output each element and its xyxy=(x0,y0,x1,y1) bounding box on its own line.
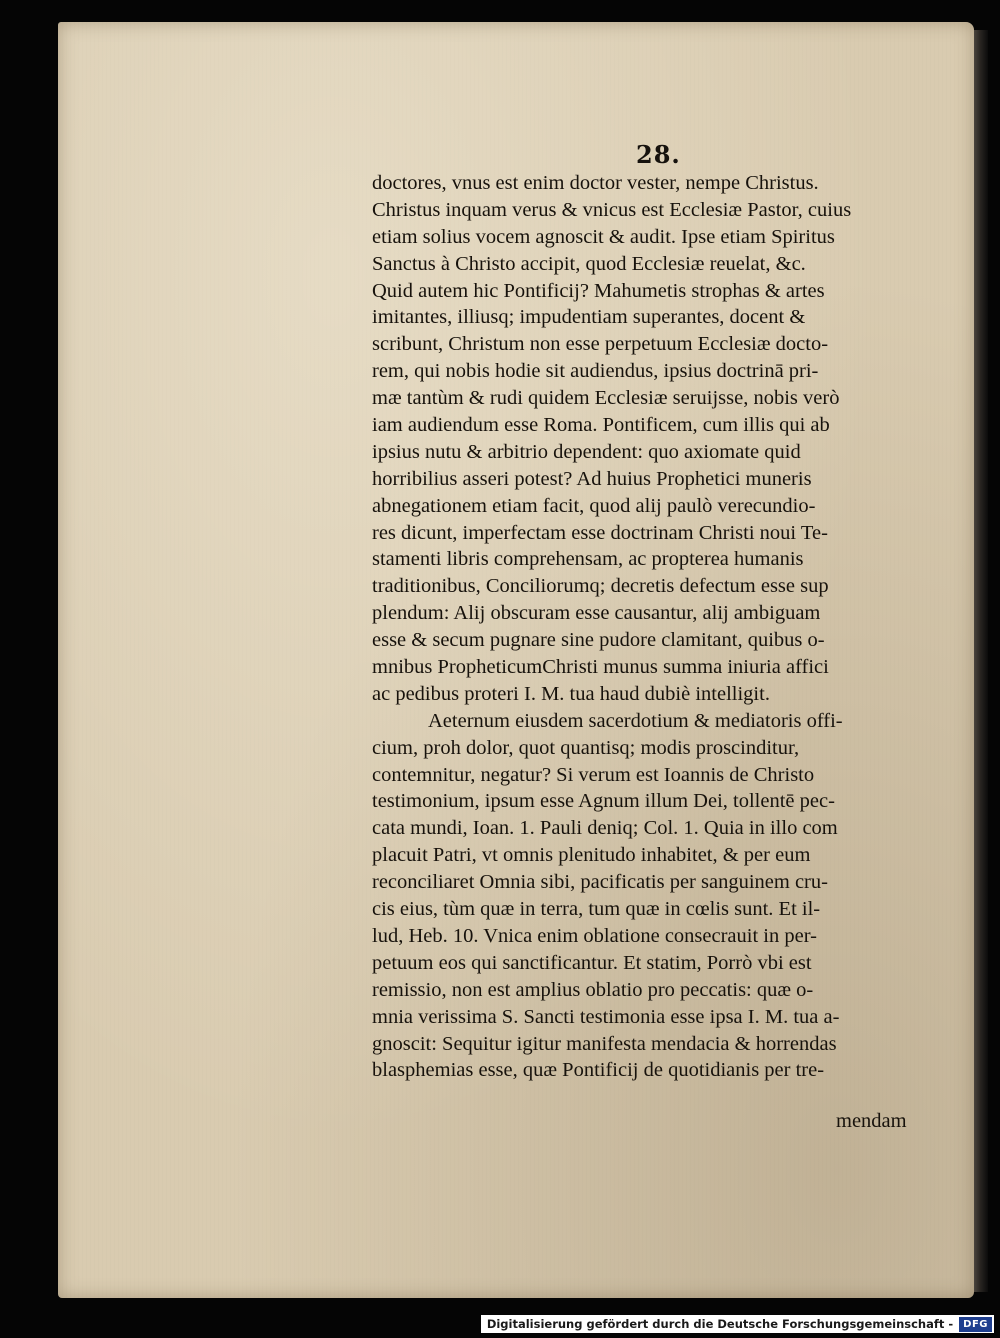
text-line: cium, proh dolor, quot quantisq; modis proscinditur, xyxy=(372,736,800,759)
text-line: horribilius asseri potest? Ad huius Prophetici muneris xyxy=(372,467,812,490)
text-line: ipsius nutu & arbitrio dependent: quo axiomate quid xyxy=(372,440,801,463)
text-line: traditionibus, Conciliorumq; decretis defectum esse sup xyxy=(372,575,829,598)
text-line: res dicunt, imperfectam esse doctrinam Christi noui Te- xyxy=(372,521,828,544)
page-number: 28. xyxy=(636,140,681,169)
text-line: Christus inquam verus & vnicus est Ecclesiæ Pastor, cuius xyxy=(372,198,852,221)
catchword: mendam xyxy=(836,1110,907,1132)
credit-text: Digitalisierung gefördert durch die Deutsche Forschungsgemeinschaft - xyxy=(486,1317,954,1331)
text-line: etiam solius vocem agnoscit & audit. Ipse etiam Spiritus xyxy=(372,225,835,248)
text-line: rem, qui nobis hodie sit audiendus, ipsius doctrinā pri- xyxy=(372,360,819,383)
text-line: doctores, vnus est enim doctor vester, nempe Christus. xyxy=(372,172,819,194)
text-line: mnibus PropheticumChristi munus summa iniuria affici xyxy=(372,656,829,679)
text-line: lud, Heb. 10. Vnica enim oblatione consecrauit in per- xyxy=(372,924,817,947)
text-line: esse & secum pugnare sine pudore clamitant, quibus o- xyxy=(372,629,825,652)
text-line: mæ tantùm & rudi quidem Ecclesiæ seruijsse, nobis verò xyxy=(372,387,840,410)
text-line: Quid autem hic Pontificij? Mahumetis strophas & artes xyxy=(372,279,825,302)
text-line: imitantes, illiusq; impudentiam superantes, docent & xyxy=(372,306,806,329)
digitization-credit xyxy=(481,1315,994,1333)
text-line: ac pedibus proteri I. M. tua haud dubiè intelligit. xyxy=(372,682,770,705)
text-line: gnoscit: Sequitur igitur manifesta mendacia & horrendas xyxy=(372,1032,837,1055)
text-line: abnegationem etiam facit, quod alij paulò verecundio- xyxy=(372,494,816,517)
text-line: Sanctus à Christo accipit, quod Ecclesiæ reuelat, &c. xyxy=(372,252,806,275)
text-line: stamenti libris comprehensam, ac propterea humanis xyxy=(372,548,804,571)
text-line: petuum eos qui sanctificantur. Et statim, Porrò vbi est xyxy=(372,951,812,974)
text-line: contemnitur, negatur? Si verum est Ioannis de Christo xyxy=(372,763,815,786)
text-line: plendum: Alij obscuram esse causantur, alij ambiguam xyxy=(372,602,821,625)
text-line: remissio, non est amplius oblatio pro peccatis: quæ o- xyxy=(372,978,814,1001)
text-line: iam audiendum esse Roma. Pontificem, cum illis qui ab xyxy=(372,414,830,437)
paragraph-start-line: Aeternum eiusdem sacerdotium & mediatoris offi- xyxy=(428,709,843,732)
text-line: cata mundi, Ioan. 1. Pauli deniq; Col. 1. Quia in illo com xyxy=(372,817,838,840)
dfg-logo: DFG xyxy=(959,1317,992,1332)
text-line: reconciliaret Omnia sibi, pacificatis per sanguinem cru- xyxy=(372,871,828,894)
text-line: mnia verissima S. Sancti testimonia esse ipsa I. M. tua a- xyxy=(372,1005,840,1028)
text-line: scribunt, Christum non esse perpetuum Ecclesiæ docto- xyxy=(372,333,829,356)
text-line: testimonium, ipsum esse Agnum illum Dei, tollentē pec- xyxy=(372,790,835,813)
text-line: blasphemias esse, quæ Pontificij de quotidianis per tre- xyxy=(372,1059,825,1082)
text-line: placuit Patri, vt omnis plenitudo inhabitet, & per eum xyxy=(372,844,811,867)
body-text xyxy=(372,170,932,1084)
text-line: cis eius, tùm quæ in terra, tum quæ in cœlis sunt. Et il- xyxy=(372,898,821,921)
